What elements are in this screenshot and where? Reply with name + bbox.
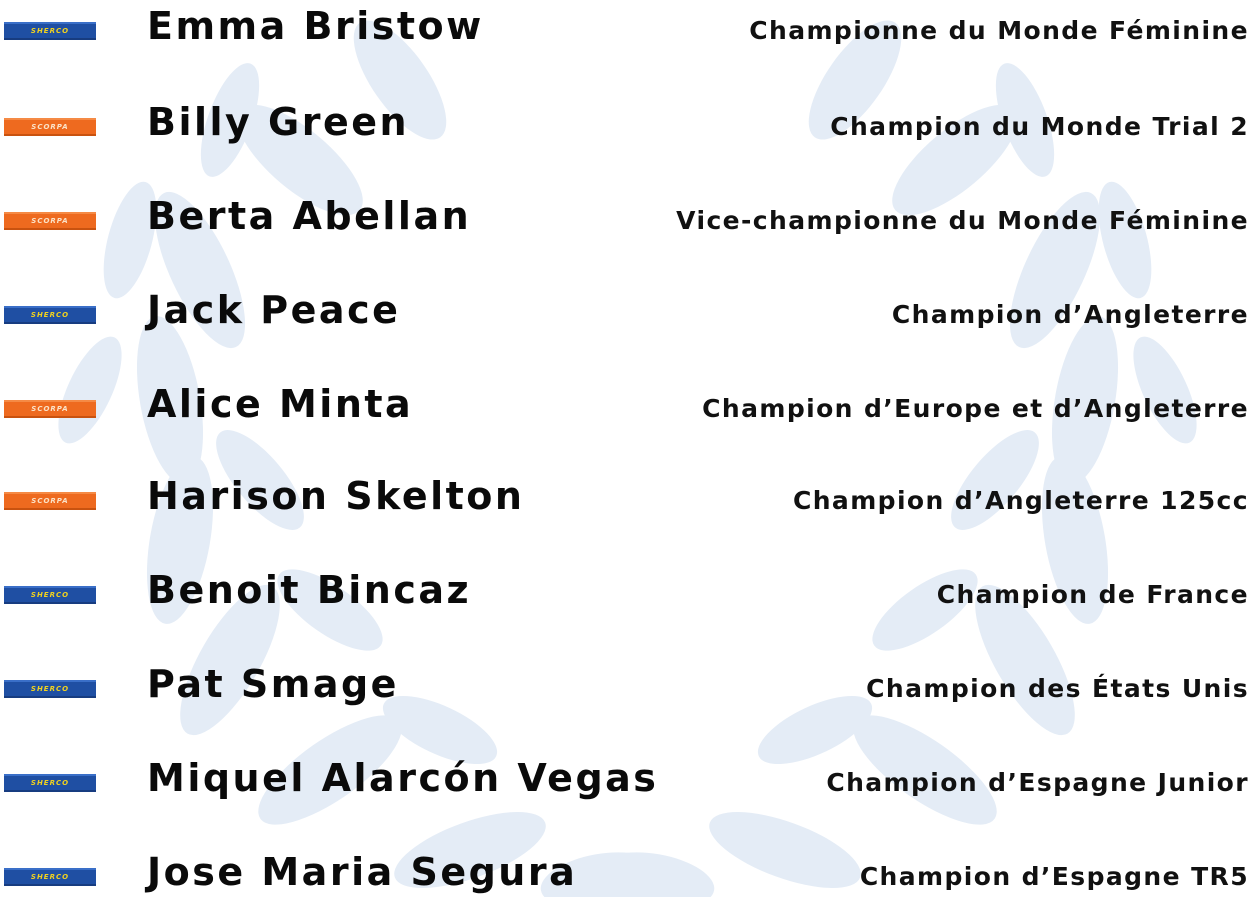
rider-name: Harison Skelton [147,474,525,518]
rider-title: Champion d’Espagne TR5 [859,862,1249,891]
rider-title: Championne du Monde Féminine [749,16,1249,45]
sherco-logo: SHERCO [4,586,96,604]
sherco-logo: SHERCO [4,22,96,40]
rider-row [0,658,1255,718]
rider-title: Champion d’Angleterre [891,300,1249,329]
rider-name: Jack Peace [147,288,401,332]
rider-name: Jose Maria Segura [147,850,578,894]
sherco-logo: SHERCO [4,680,96,698]
rider-title: Champion de France [936,580,1249,609]
rider-row [0,96,1255,156]
sherco-logo: SHERCO [4,774,96,792]
rider-name: Benoit Bincaz [147,568,472,612]
rider-title: Vice-championne du Monde Féminine [676,206,1249,235]
scorpa-logo: SCORPA [4,492,96,510]
rider-title: Champion d’Espagne Junior [826,768,1249,797]
rider-name: Emma Bristow [147,4,484,48]
rider-name: Berta Abellan [147,194,472,238]
rider-name: Miquel Alarcón Vegas [147,756,659,800]
scorpa-logo: SCORPA [4,212,96,230]
sherco-logo: SHERCO [4,306,96,324]
rider-title: Champion des États Unis [866,674,1249,703]
rider-title: Champion d’Europe et d’Angleterre [702,394,1249,423]
rider-row [0,470,1255,530]
rider-title: Champion du Monde Trial 2 [830,112,1249,141]
rider-row [0,284,1255,344]
rider-row [0,564,1255,624]
rider-row [0,0,1255,60]
sherco-logo: SHERCO [4,868,96,886]
rider-name: Billy Green [147,100,410,144]
rider-name: Alice Minta [147,382,414,426]
scorpa-logo: SCORPA [4,400,96,418]
rider-name: Pat Smage [147,662,399,706]
rider-row [0,846,1255,906]
rider-row [0,378,1255,438]
scorpa-logo: SCORPA [4,118,96,136]
rider-title: Champion d’Angleterre 125cc [792,486,1249,515]
rider-row [0,752,1255,812]
rider-row [0,190,1255,250]
